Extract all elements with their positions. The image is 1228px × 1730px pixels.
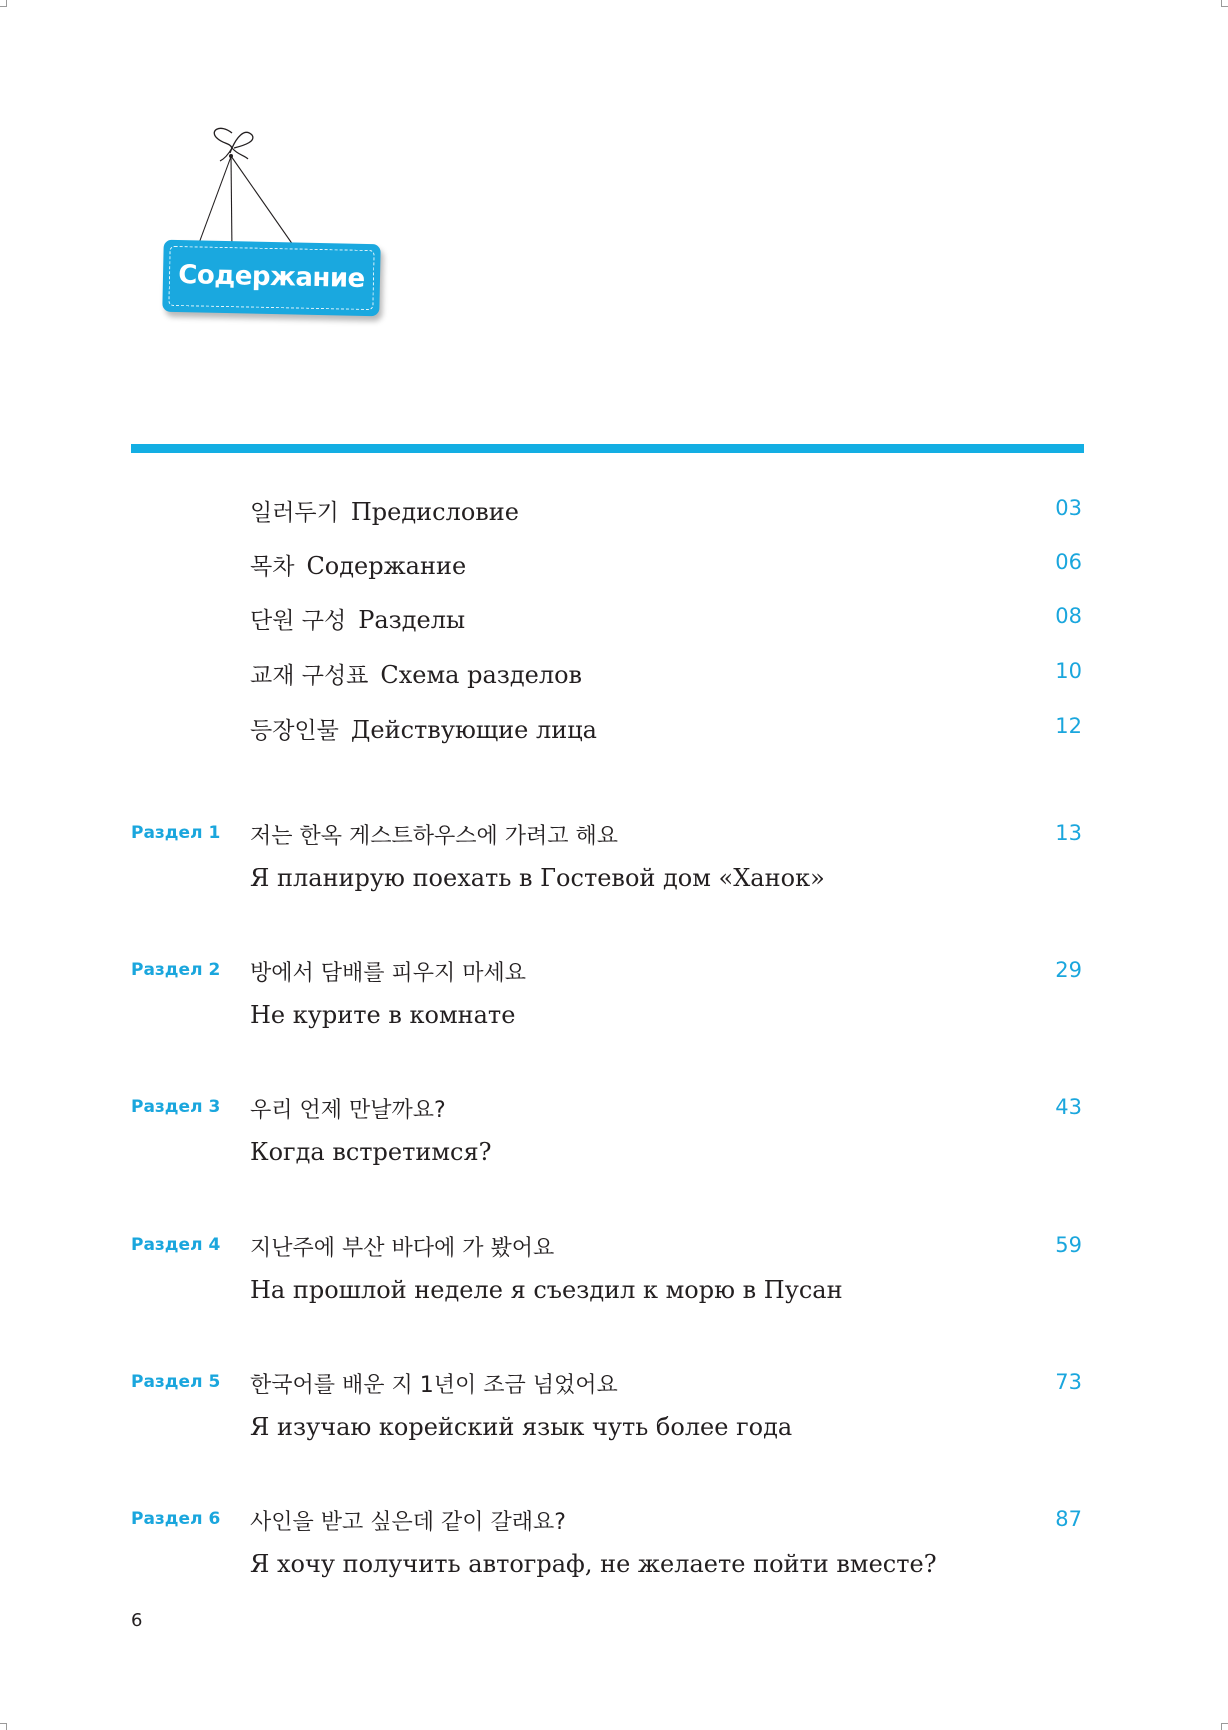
- front-matter-page: 08: [1055, 604, 1082, 628]
- front-matter-page: 12: [1055, 714, 1082, 738]
- section-entry[interactable]: [131, 1231, 1084, 1331]
- section-page: 87: [1055, 1507, 1082, 1531]
- section-page: 29: [1055, 958, 1082, 982]
- page-number: 6: [131, 1610, 143, 1631]
- section-label: Раздел 5: [131, 1372, 221, 1392]
- section-russian-title: Я хочу получить автограф, не желаете пойти вместе?: [250, 1550, 937, 1578]
- front-matter-korean: 단원 구성: [250, 608, 347, 634]
- front-matter-row[interactable]: [250, 712, 1084, 752]
- section-korean-title: 지난주에 부산 바다에 가 봤어요: [250, 1236, 555, 1261]
- front-matter-korean: 등장인물: [250, 718, 339, 744]
- front-matter-russian: Содержание: [306, 552, 467, 580]
- front-matter-row[interactable]: [250, 548, 1084, 588]
- front-matter-korean: 교재 구성표: [250, 663, 369, 689]
- section-entry[interactable]: [131, 956, 1084, 1056]
- front-matter-russian: Действующие лица: [350, 716, 597, 744]
- section-korean-title: 방에서 담배를 피우지 마세요: [250, 961, 527, 986]
- front-matter-page: 06: [1055, 550, 1082, 574]
- section-label: Раздел 3: [131, 1097, 221, 1117]
- bow-tail-right: [232, 148, 248, 159]
- section-entry[interactable]: [131, 1368, 1084, 1468]
- front-matter-russian: Схема разделов: [380, 661, 583, 689]
- section-label: Раздел 6: [131, 1509, 221, 1529]
- bow-loop-left: [214, 128, 232, 148]
- front-matter-russian: Разделы: [358, 606, 466, 634]
- front-matter-korean: 목차: [250, 554, 295, 580]
- crop-mark-bottom-right: [1221, 1723, 1228, 1730]
- crop-mark-bottom-left: [0, 1723, 7, 1730]
- front-matter-row[interactable]: [250, 602, 1084, 642]
- section-russian-title: Когда встретимся?: [250, 1138, 492, 1166]
- bow-loop-right: [232, 132, 253, 148]
- section-divider-rule: [131, 444, 1084, 453]
- section-page: 13: [1055, 821, 1082, 845]
- section-entry[interactable]: [131, 1093, 1084, 1193]
- front-matter-page: 03: [1055, 496, 1082, 520]
- right-string: [231, 156, 300, 255]
- section-korean-title: 저는 한옥 게스트하우스에 가려고 해요: [250, 824, 619, 849]
- section-label: Раздел 2: [131, 960, 221, 980]
- sign-plate: [162, 240, 380, 317]
- section-russian-title: На прошлой неделе я съездил к морю в Пусан: [250, 1276, 843, 1304]
- section-label: Раздел 1: [131, 823, 221, 843]
- section-russian-title: Я планирую поехать в Гостевой дом «Ханок»: [250, 864, 825, 892]
- front-matter-page: 10: [1055, 659, 1082, 683]
- section-russian-title: Не курите в комнате: [250, 1001, 516, 1029]
- section-entry[interactable]: [131, 1505, 1084, 1605]
- section-page: 73: [1055, 1370, 1082, 1394]
- sign-title: Содержание: [178, 260, 366, 294]
- left-string: [231, 156, 232, 253]
- front-matter-korean: 일러두기: [250, 500, 339, 526]
- crop-mark-top-left: [0, 0, 7, 7]
- contents-sign: [150, 125, 410, 325]
- section-korean-title: 우리 언제 만날까요?: [250, 1098, 446, 1123]
- section-page: 43: [1055, 1095, 1082, 1119]
- section-page: 59: [1055, 1233, 1082, 1257]
- front-matter-row[interactable]: [250, 494, 1084, 534]
- section-korean-title: 한국어를 배운 지 1년이 조금 넘었어요: [250, 1373, 618, 1398]
- section-russian-title: Я изучаю корейский язык чуть более года: [250, 1413, 793, 1441]
- left-string-pull: [194, 156, 232, 253]
- front-matter-row[interactable]: [250, 657, 1084, 697]
- crop-mark-top-right: [1221, 0, 1228, 7]
- section-korean-title: 사인을 받고 싶은데 같이 갈래요?: [250, 1510, 566, 1535]
- section-label: Раздел 4: [131, 1235, 221, 1255]
- section-entry[interactable]: [131, 819, 1084, 919]
- front-matter-russian: Предисловие: [350, 498, 519, 526]
